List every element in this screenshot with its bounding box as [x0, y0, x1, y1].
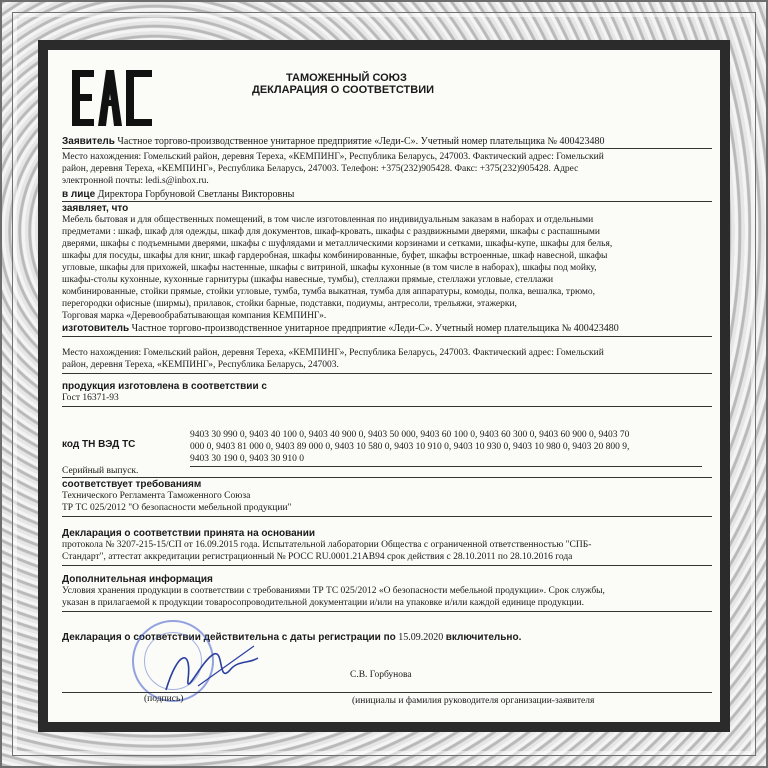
divider	[62, 201, 712, 202]
divider	[62, 611, 712, 612]
person-name: Директора Горбуновой Светланы Викторовны	[97, 189, 295, 200]
produced-label: продукция изготовлена в соответствии с	[62, 381, 267, 392]
eac-logo	[68, 62, 164, 134]
serial-release: Серийный выпуск.	[62, 466, 139, 476]
divider	[62, 148, 712, 149]
basis-line-2: Стандарт", аттестат аккредитации регистрационный № РОСС RU.0001.21АВ94 срок действия с 28.10.2011 по 28.10.2016 года	[62, 552, 573, 562]
signature-caption: (подпись)	[144, 694, 184, 704]
applicant-line	[62, 136, 605, 148]
divider	[190, 466, 702, 467]
product-line-3: дверями, шкафы с подъемными дверями, шкафы с шуфлядами и металлическими корзинами и сетками, шкафы-купе, шкафы для белья,	[62, 239, 613, 249]
applicant-text: Частное торгово-производственное унитарное предприятие «Леди-С». Учетный номер плательщика № 400423480	[117, 136, 605, 147]
declaration-document	[48, 50, 720, 722]
validity-line	[62, 632, 521, 644]
standard-value: Гост 16371-93	[62, 393, 119, 403]
basis-line-1: протокола № 3207-215-15/СП от 16.09.2015 года. Испытательной лаборатории Общества с ограниченной ответственностью "СПБ-	[62, 540, 592, 550]
product-line-6: шкафы-столы кухонные, кухонные гарнитуры (шкафы навесные, тумбы), стеллажи прямые, стеллажи угловые, стеллажи	[62, 275, 554, 285]
applicant-address-2: район, деревня Тереха, «КЕМПИНГ», Республика Беларусь, 247003. Телефон: +375(232)905428. Факс: +375(232)905428. Адрес	[62, 164, 579, 174]
validity-prefix: Декларация о соответствии действительна с даты регистрации по	[62, 632, 396, 643]
product-line-8: перегородки офисные (ширмы), прилавок, стойки барные, подставки, подиумы, антресоли, трельяжи, этажерки,	[62, 299, 517, 309]
divider	[62, 373, 712, 374]
requirements-label: соответствует требованиям	[62, 479, 202, 490]
additional-label: Дополнительная информация	[62, 574, 213, 585]
manufacturer-address-2: район, деревня Тереха, «КЕМПИНГ», Республика Беларусь, 247003.	[62, 360, 339, 370]
validity-suffix: включительно.	[445, 632, 522, 643]
tnved-codes-1: 9403 30 990 0, 9403 40 100 0, 9403 40 900 0, 9403 50 000, 9403 60 100 0, 9403 60 300 0, 9403 60 900 0, 9403 70	[190, 430, 630, 440]
additional-line-1: Условия хранения продукции в соответствии с требованиями ТР ТС 025/2012 «О безопасности мебельной продукции». Срок службы,	[62, 586, 605, 596]
signature-scribble	[158, 640, 268, 700]
product-line-5: угловые, шкафы для прихожей, шкафы настенные, шкафы с витриной, шкафы кухонные (в том числе в наборах), шкафы под мойку,	[62, 263, 597, 273]
tnved-codes-2: 000 0, 9403 81 000 0, 9403 89 000 0, 9403 10 580 0, 9403 10 910 0, 9403 10 930 0, 9403 10 980 0, 9403 20 800 9,	[190, 442, 630, 452]
divider	[62, 516, 712, 517]
product-line-4: шкафы для посуды, шкафы для книг, шкаф гардеробная, шкафы комбинированные, буфет, шкафы встроенные, шкаф навесной, шкафы	[62, 251, 608, 261]
divider	[62, 406, 712, 407]
product-line-1: Мебель бытовая и для общественных помещений, в том числе изготовленная по индивидуальным заказам в наборах и отдельными	[62, 215, 594, 225]
manufacturer-line	[62, 323, 619, 335]
additional-line-2: указан в прилагаемой к продукции товаросопроводительной документации и/или на упаковке и/или каждой единице продукции.	[62, 598, 584, 608]
manufacturer-label: изготовитель	[62, 323, 130, 334]
manufacturer-address-1: Место нахождения: Гомельский район, деревня Тереха, «КЕМПИНГ», Республика Беларусь, 247003. Фактический адрес: Гомельский	[62, 348, 604, 358]
tnved-codes-3: 9403 30 190 0, 9403 30 910 0	[190, 454, 304, 464]
product-line-7: комбинированные, стойки прямые, стойки угловые, тумба, тумба выкатная, тумба для аппаратуры, комоды, полка, вешалка, трюмо,	[62, 287, 596, 297]
applicant-address-1: Место нахождения: Гомельский район, деревня Тереха, «КЕМПИНГ», Республика Беларусь, 247003. Фактический адрес: Гомельский	[62, 152, 604, 162]
requirements-line-2: ТР ТС 025/2012 "О безопасности мебельной продукции"	[62, 503, 292, 513]
divider	[62, 336, 712, 337]
validity-date: 15.09.2020	[398, 632, 444, 643]
trademark-line: Торговая марка «Деревообрабатывающая компания КЕМПИНГ».	[62, 311, 327, 321]
basis-label: Декларация о соответствии принята на основании	[62, 528, 316, 539]
signature-line	[62, 692, 712, 693]
applicant-address-3: электронной почты: ledi.s@inbox.ru.	[62, 176, 209, 186]
header-union: ТАМОЖЕННЫЙ СОЮЗ	[286, 72, 407, 84]
declares-label: заявляет, что	[62, 203, 129, 214]
product-line-2: предметами : шкаф, шкаф для одежды, шкаф для документов, шкаф-кровать, шкафы с раздвижными дверями, шкафы с распашными	[62, 227, 600, 237]
tnved-label: код ТН ВЭД ТС	[62, 439, 136, 450]
signer-name: С.В. Горбунова	[350, 670, 412, 680]
applicant-person-line	[62, 189, 294, 201]
name-caption: (инициалы и фамилия руководителя организации-заявителя	[352, 696, 595, 706]
header-title: ДЕКЛАРАЦИЯ О СООТВЕТСТВИИ	[252, 84, 435, 96]
manufacturer-text: Частное торгово-производственное унитарное предприятие «Леди-С». Учетный номер плательщика № 400423480	[131, 323, 619, 334]
applicant-label: Заявитель	[62, 136, 115, 147]
divider	[62, 565, 712, 566]
divider	[62, 477, 712, 478]
person-label: в лице	[62, 189, 96, 200]
requirements-line-1: Технического Регламента Таможенного Союза	[62, 491, 251, 501]
